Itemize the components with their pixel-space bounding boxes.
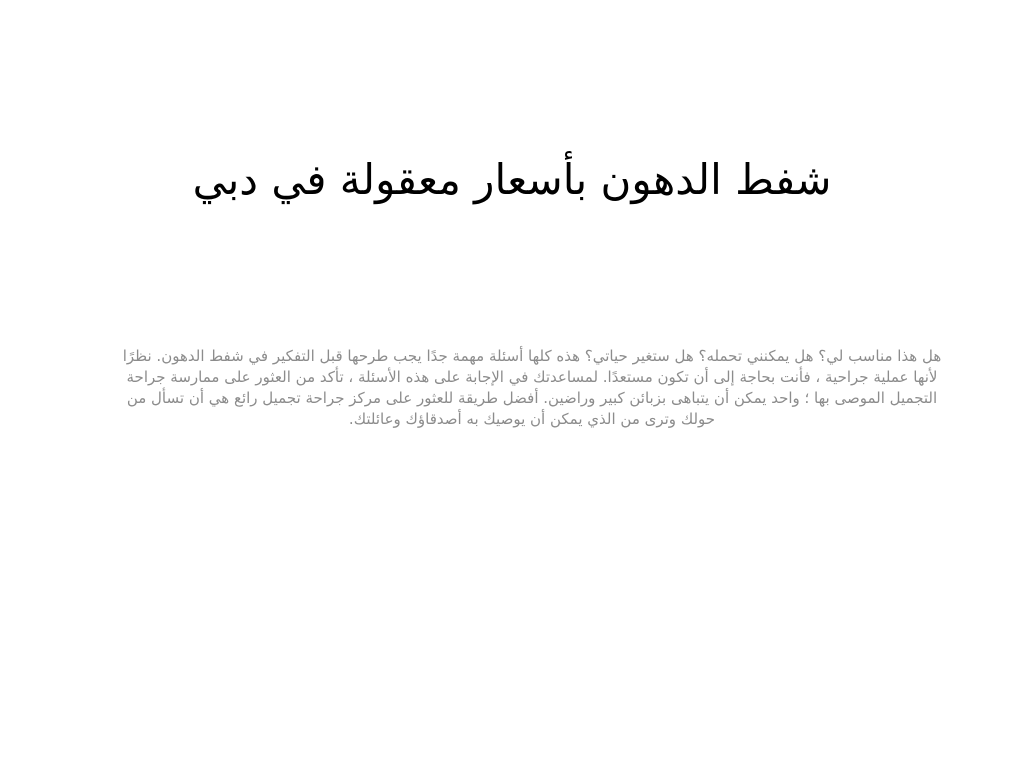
slide-title: شفط الدهون بأسعار معقولة في دبي (192, 155, 832, 204)
slide-body-text: هل هذا مناسب لي؟ هل يمكنني تحمله؟ هل ستغير حياتي؟ هذه كلها أسئلة مهمة جدًا يجب طرحها قبل التفكير في شفط الدهون. نظرًا لأنها عملية جراحية ، فأنت بحاجة إلى أن تكون مستعدًا. لمساعدتك في الإجابة على هذه الأسئلة ، تأكد من العثور على ممارسة جراحة التجميل الموصى بها ؛ واحد يمكن أن يتباهى بزبائن كبير وراضين. أفضل طريقة للعثور على مركز جراحة تجميل رائع هي أن تسأل من حولك وترى من الذي يمكن أن يوصيك به أصدقاؤك وعائلتك. (122, 347, 942, 428)
